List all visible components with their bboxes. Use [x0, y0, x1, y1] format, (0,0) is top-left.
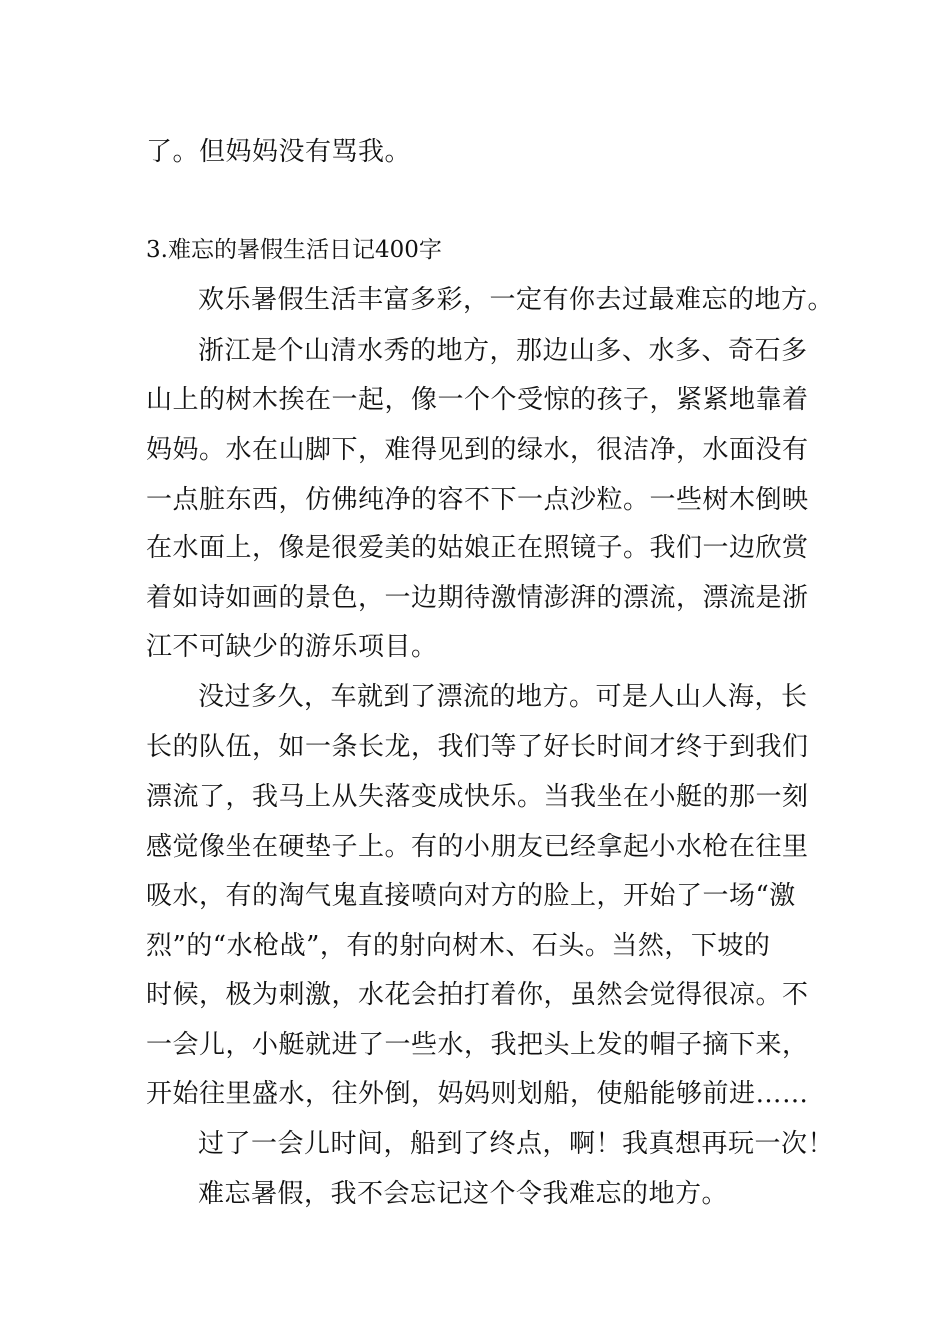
paragraph-line: 过了一会儿时间，船到了终点，啊！我真想再玩一次！: [198, 1129, 835, 1159]
paragraph-line: 感觉像坐在硬垫子上。有的小朋友已经拿起小水枪在往里: [146, 832, 809, 862]
paragraph-line: 山上的树木挨在一起，像一个个受惊的孩子，紧紧地靠着: [146, 385, 809, 415]
paragraph-line: 漂流了，我马上从失落变成快乐。当我坐在小艇的那一刻: [146, 782, 809, 812]
paragraph-line: 在水面上，像是很爱美的姑娘正在照镜子。我们一边欣赏: [146, 533, 809, 563]
paragraph-line: 一点脏东西，仿佛纯净的容不下一点沙粒。一些树木倒映: [146, 485, 809, 515]
paragraph-line: 一会儿，小艇就进了一些水，我把头上发的帽子摘下来，: [146, 1030, 809, 1060]
paragraph-line: 难忘暑假，我不会忘记这个令我难忘的地方。: [198, 1179, 729, 1209]
paragraph-line: 烈”的“水枪战”，有的射向树木、石头。当然，下坡的: [146, 931, 771, 961]
paragraph-line: 吸水，有的淘气鬼直接喷向对方的脸上，开始了一场“激: [146, 881, 796, 911]
text-line: 了。但妈妈没有骂我。: [146, 137, 412, 167]
paragraph-line: 浙江是个山清水秀的地方，那边山多、水多、奇石多: [198, 336, 808, 366]
section-heading: 3.难忘的暑假生活日记400字: [146, 237, 442, 263]
paragraph-line: 妈妈。水在山脚下，难得见到的绿水，很洁净，水面没有: [146, 435, 809, 465]
paragraph-line: 没过多久，车就到了漂流的地方。可是人山人海，长: [198, 682, 808, 712]
paragraph-line: 长的队伍，如一条长龙，我们等了好长时间才终于到我们: [146, 732, 809, 762]
paragraph-line: 江不可缺少的游乐项目。: [146, 632, 438, 662]
paragraph-line: 着如诗如画的景色，一边期待激情澎湃的漂流，漂流是浙: [146, 583, 809, 613]
paragraph-line: 时候，极为刺激，水花会拍打着你，虽然会觉得很凉。不: [146, 980, 809, 1010]
paragraph-line: 开始往里盛水，往外倒，妈妈则划船，使船能够前进……: [146, 1079, 809, 1109]
paragraph-line: 欢乐暑假生活丰富多彩，一定有你去过最难忘的地方。: [198, 285, 835, 315]
